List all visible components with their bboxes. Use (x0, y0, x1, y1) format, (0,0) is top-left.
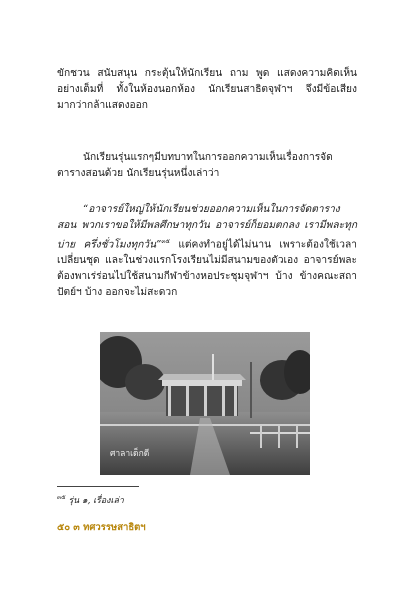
photo-caption: ศาลาเด็กดี (110, 449, 150, 459)
footnote-text: รุ่น ๑, เรื่องเล่า (68, 495, 124, 506)
footnote-mark: ๓๕ (57, 494, 66, 501)
paragraph-1: ขักชวน สนับสนุน กระตุ้นให้นักเรียน ถาม พูด แสดงความคิดเห็น อย่างเต็มที่ ทั้งในห้องนอกห้อง นักเรียนสาธิตจุฬาฯ จึงมีข้อเสียงมากว่ากล้าแสดงออก (57, 68, 357, 111)
page-footer: ๕๐ ๓ ทศวรรษสาธิตฯ (57, 522, 146, 533)
footnote-divider (57, 486, 139, 487)
footnote-reference: ๓๕ (161, 238, 170, 245)
quote-text: “อาจารย์ใหญ่ให้นักเรียนช่วยออกความเห็นในการจัดตารางสอน พวกเราขอให้มีพลศึกษาทุกวัน อาจารย์ก็ยอมตกลง เรามีพละทุกบ่าย ครึ่งชั่วโมงทุกวัน” (57, 204, 357, 251)
footnote (57, 492, 124, 507)
paragraph-3 (57, 202, 357, 301)
paragraph-3-rest: แต่คงทำอยู่ได้ไม่นาน เพราะต้องใช้เวลาเปลี่ยนชุด และในช่วงแรกโรงเรียนไม่มีสนามของตัวเอง อาจารย์พละต้องพาเร่ร่อนไปใช้สนามกีฬาข้างหอประชุมจุฬาฯ บ้าง ข้างคณะสถาปัตย์ฯ บ้าง ออกจะไม่สะดวก (57, 239, 357, 299)
paragraph-2: นักเรียนรุ่นแรกๆมีบทบาทในการออกความเห็นเรื่องการจัดตารางสอนด้วย นักเรียนรุ่นหนึ่งเล่าว่า (57, 152, 333, 179)
